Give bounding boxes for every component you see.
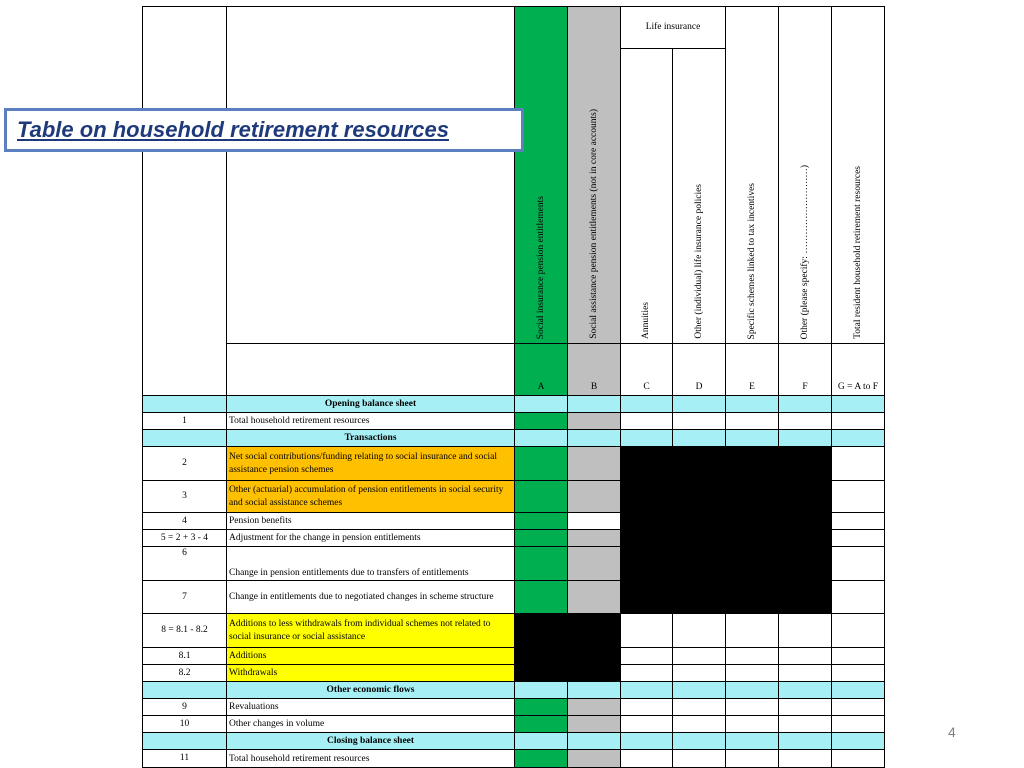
- value-cell-g: [831, 749, 885, 768]
- row-label: Total household retirement resources: [229, 753, 370, 764]
- row-number: 4: [182, 515, 187, 526]
- value-cell-f: [778, 580, 832, 614]
- row-label-cell: [226, 480, 515, 513]
- value-cell-d: [672, 647, 726, 665]
- value-cell-a: [514, 698, 568, 716]
- column-header-label: Specific schemes linked to tax incentives: [746, 182, 757, 339]
- value-cell-b: [567, 446, 621, 481]
- section-cell: [620, 395, 673, 413]
- section-num-cell: [142, 732, 227, 750]
- row-number-cell: [142, 647, 227, 665]
- section-cell: [672, 395, 726, 413]
- section-cell: [620, 732, 673, 750]
- value-cell-g: [831, 412, 885, 430]
- row-label: Change in pension entitlements due to transfers of entitlements: [229, 568, 469, 578]
- header-blank-label: [226, 6, 515, 344]
- section-num-cell: [142, 681, 227, 699]
- row-label-cell: [226, 529, 515, 547]
- value-cell-e: [725, 580, 779, 614]
- row-label: Change in entitlements due to negotiated changes in scheme structure: [229, 592, 494, 602]
- value-cell-e: [725, 512, 779, 530]
- value-cell-f: [778, 480, 832, 513]
- row-number: 9: [182, 701, 187, 712]
- row-label-cell: [226, 580, 515, 614]
- section-title: Transactions: [344, 432, 397, 443]
- value-cell-b: [567, 647, 621, 665]
- row-number: 11: [179, 753, 190, 763]
- value-cell-g: [831, 698, 885, 716]
- column-letter-label: D: [695, 382, 703, 392]
- section-cell: [620, 429, 673, 447]
- value-cell-b: [567, 480, 621, 513]
- value-cell-c: [620, 546, 673, 581]
- value-cell-g: [831, 446, 885, 481]
- value-cell-d: [672, 446, 726, 481]
- value-cell-f: [778, 749, 832, 768]
- row-number: 2: [182, 458, 187, 468]
- value-cell-b: [567, 715, 621, 733]
- value-cell-f: [778, 412, 832, 430]
- section-cell: [514, 681, 568, 699]
- row-label: Other (actuarial) accumulation of pension entitlements in social security and social assistance schemes: [229, 485, 504, 508]
- life-insurance-label: Life insurance: [645, 22, 701, 32]
- value-cell-c: [620, 647, 673, 665]
- value-cell-a: [514, 512, 568, 530]
- section-cell: [567, 732, 621, 750]
- value-cell-b: [567, 613, 621, 648]
- page-title: Table on household retirement resources: [4, 108, 524, 152]
- row-label-cell: [226, 613, 515, 648]
- value-cell-e: [725, 647, 779, 665]
- section-num-cell: [142, 395, 227, 413]
- value-cell-c: [620, 512, 673, 530]
- row-label: Total household retirement resources: [229, 416, 370, 426]
- value-cell-b: [567, 580, 621, 614]
- value-cell-g: [831, 529, 885, 547]
- value-cell-a: [514, 647, 568, 665]
- section-cell: [725, 681, 779, 699]
- row-number-cell: [142, 613, 227, 648]
- value-cell-a: [514, 480, 568, 513]
- column-header-label: Other (please specify: ………………………): [799, 164, 810, 339]
- section-cell: [567, 395, 621, 413]
- value-cell-g: [831, 647, 885, 665]
- column-header-e: [725, 6, 779, 344]
- value-cell-b: [567, 546, 621, 581]
- value-cell-e: [725, 446, 779, 481]
- value-cell-a: [514, 613, 568, 648]
- section-cell: [831, 395, 885, 413]
- column-letter-label: C: [643, 382, 650, 392]
- row-number: 6: [182, 548, 187, 558]
- column-letter-label: F: [802, 382, 808, 392]
- value-cell-g: [831, 512, 885, 530]
- value-cell-g: [831, 480, 885, 513]
- column-header-label: Social assistance pension entitlements (not in core accounts): [588, 109, 599, 339]
- value-cell-c: [620, 480, 673, 513]
- value-cell-a: [514, 580, 568, 614]
- value-cell-c: [620, 664, 673, 682]
- value-cell-a: [514, 715, 568, 733]
- row-number-cell: [142, 664, 227, 682]
- section-cell: [514, 395, 568, 413]
- value-cell-f: [778, 715, 832, 733]
- value-cell-a: [514, 412, 568, 430]
- row-number: 3: [182, 491, 187, 501]
- row-number-cell: [142, 546, 227, 581]
- value-cell-d: [672, 664, 726, 682]
- value-cell-f: [778, 647, 832, 665]
- column-letter-label: B: [590, 382, 598, 392]
- row-number: 5 = 2 + 3 - 4: [160, 532, 209, 543]
- row-label-cell: [226, 512, 515, 530]
- section-cell: [620, 681, 673, 699]
- row-number-cell: [142, 512, 227, 530]
- row-number-cell: [142, 749, 227, 768]
- column-letter-label: E: [749, 382, 755, 392]
- section-cell: [567, 681, 621, 699]
- value-cell-a: [514, 446, 568, 481]
- row-label-cell: [226, 664, 515, 682]
- column-letter-f: [778, 343, 832, 396]
- column-header-label: Other (individual) life insurance policies: [693, 184, 704, 339]
- value-cell-b: [567, 529, 621, 547]
- value-cell-f: [778, 546, 832, 581]
- section-cell: [778, 429, 832, 447]
- column-header-c: [620, 48, 673, 344]
- value-cell-e: [725, 613, 779, 648]
- row-label: Pension benefits: [229, 516, 292, 526]
- value-cell-c: [620, 446, 673, 481]
- row-number: 8.1: [178, 650, 191, 661]
- row-number-cell: [142, 698, 227, 716]
- value-cell-a: [514, 546, 568, 581]
- row-label: Additions: [229, 651, 267, 661]
- row-number: 7: [182, 591, 187, 602]
- letter-blank-label: [226, 343, 515, 396]
- row-number: 8.2: [178, 667, 191, 678]
- column-letter-label: A: [537, 382, 545, 392]
- column-letter-c: [620, 343, 673, 396]
- row-label: Additions to less withdrawals from individual schemes not related to social insurance or social assistance: [229, 619, 491, 642]
- value-cell-g: [831, 664, 885, 682]
- row-label: Net social contributions/funding relating to social insurance and social assistance pension schemes: [229, 452, 498, 475]
- value-cell-b: [567, 698, 621, 716]
- value-cell-c: [620, 580, 673, 614]
- row-number-cell: [142, 480, 227, 513]
- value-cell-g: [831, 715, 885, 733]
- value-cell-b: [567, 749, 621, 768]
- value-cell-d: [672, 480, 726, 513]
- section-cell: [672, 429, 726, 447]
- column-header-label: Social insurance pension entitlements: [535, 195, 546, 339]
- value-cell-c: [620, 715, 673, 733]
- value-cell-d: [672, 749, 726, 768]
- value-cell-d: [672, 546, 726, 581]
- section-header-transactions: [226, 429, 515, 447]
- value-cell-d: [672, 512, 726, 530]
- column-header-a: [514, 6, 568, 344]
- value-cell-g: [831, 546, 885, 581]
- section-title: Opening balance sheet: [324, 398, 417, 409]
- value-cell-d: [672, 715, 726, 733]
- value-cell-c: [620, 613, 673, 648]
- section-header-closing: [226, 732, 515, 750]
- column-letter-d: [672, 343, 726, 396]
- value-cell-e: [725, 664, 779, 682]
- value-cell-e: [725, 749, 779, 768]
- value-cell-d: [672, 613, 726, 648]
- value-cell-f: [778, 446, 832, 481]
- row-label: Revaluations: [229, 702, 279, 712]
- value-cell-e: [725, 480, 779, 513]
- section-cell: [831, 429, 885, 447]
- column-letter-g: [831, 343, 885, 396]
- value-cell-a: [514, 749, 568, 768]
- column-letter-label: G = A to F: [837, 382, 879, 392]
- column-header-d: [672, 48, 726, 344]
- row-label-cell: [226, 698, 515, 716]
- value-cell-c: [620, 412, 673, 430]
- row-number-cell: [142, 412, 227, 430]
- value-cell-a: [514, 664, 568, 682]
- value-cell-f: [778, 512, 832, 530]
- value-cell-b: [567, 412, 621, 430]
- row-label: Other changes in volume: [229, 719, 325, 729]
- value-cell-f: [778, 613, 832, 648]
- row-number-cell: [142, 529, 227, 547]
- row-label-cell: [226, 749, 515, 768]
- section-cell: [672, 681, 726, 699]
- value-cell-a: [514, 529, 568, 547]
- value-cell-c: [620, 749, 673, 768]
- row-label-cell: [226, 647, 515, 665]
- value-cell-b: [567, 664, 621, 682]
- row-label: Adjustment for the change in pension entitlements: [229, 533, 421, 543]
- column-letter-b: [567, 343, 621, 396]
- value-cell-c: [620, 529, 673, 547]
- section-header-other-flows: [226, 681, 515, 699]
- value-cell-f: [778, 664, 832, 682]
- row-number-cell: [142, 580, 227, 614]
- value-cell-d: [672, 412, 726, 430]
- column-header-label: Total resident household retirement resources: [852, 166, 863, 339]
- section-title: Other economic flows: [326, 684, 415, 695]
- section-header-opening: [226, 395, 515, 413]
- value-cell-f: [778, 698, 832, 716]
- row-label-cell: [226, 446, 515, 481]
- value-cell-e: [725, 412, 779, 430]
- section-cell: [514, 732, 568, 750]
- column-header-label: Annuities: [641, 302, 651, 339]
- row-label: Withdrawals: [229, 668, 278, 678]
- section-cell: [831, 681, 885, 699]
- header-blank-num: [142, 6, 227, 396]
- value-cell-g: [831, 613, 885, 648]
- section-num-cell: [142, 429, 227, 447]
- column-letter-e: [725, 343, 779, 396]
- section-cell: [725, 732, 779, 750]
- section-cell: [725, 395, 779, 413]
- value-cell-e: [725, 698, 779, 716]
- section-cell: [778, 395, 832, 413]
- value-cell-b: [567, 512, 621, 530]
- value-cell-e: [725, 546, 779, 581]
- column-header-b: [567, 6, 621, 344]
- row-label-cell: [226, 412, 515, 430]
- section-cell: [778, 732, 832, 750]
- life-insurance-header: [620, 6, 726, 49]
- section-cell: [831, 732, 885, 750]
- section-cell: [672, 732, 726, 750]
- section-title: Closing balance sheet: [326, 735, 415, 746]
- section-cell: [514, 429, 568, 447]
- value-cell-g: [831, 580, 885, 614]
- column-header-g: [831, 6, 885, 344]
- row-number: 10: [179, 718, 190, 729]
- section-cell: [778, 681, 832, 699]
- value-cell-f: [778, 529, 832, 547]
- row-number: 8 = 8.1 - 8.2: [161, 625, 208, 635]
- row-number-cell: [142, 446, 227, 481]
- value-cell-e: [725, 715, 779, 733]
- value-cell-d: [672, 529, 726, 547]
- value-cell-e: [725, 529, 779, 547]
- page-number: 4: [948, 724, 956, 740]
- column-header-f: [778, 6, 832, 344]
- row-label-cell: [226, 715, 515, 733]
- column-letter-a: [514, 343, 568, 396]
- row-number-cell: [142, 715, 227, 733]
- row-number: 1: [182, 415, 187, 426]
- value-cell-c: [620, 698, 673, 716]
- value-cell-d: [672, 698, 726, 716]
- row-label-cell: [226, 546, 515, 581]
- section-cell: [567, 429, 621, 447]
- section-cell: [725, 429, 779, 447]
- value-cell-d: [672, 580, 726, 614]
